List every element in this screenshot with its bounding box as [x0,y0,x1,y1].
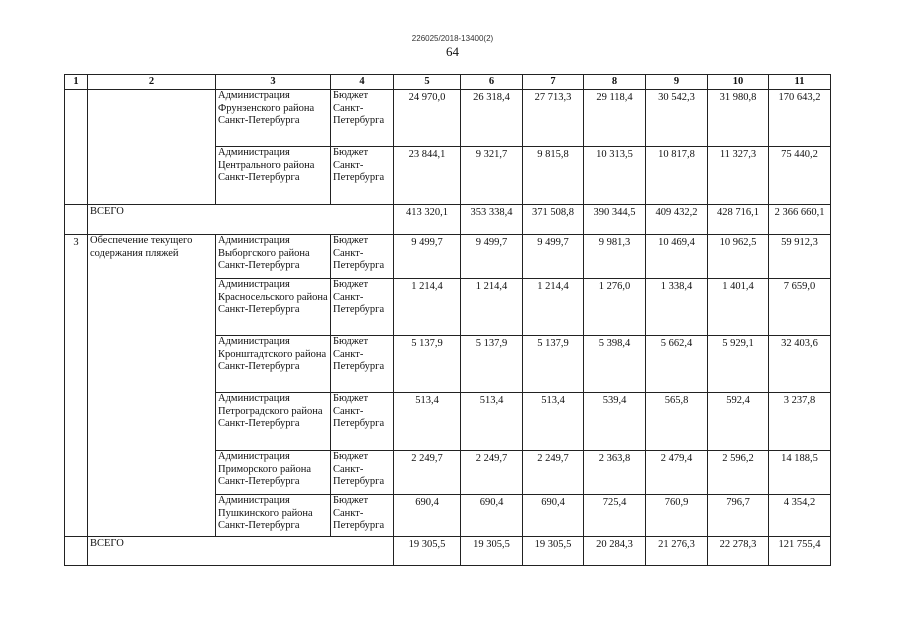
value-cell: 539,4 [584,393,646,451]
column-header: 10 [708,75,769,90]
value-cell: 9 815,8 [523,147,584,205]
admin-cell: Администрация Петроградского района Санкт-Петербурга [216,393,331,451]
value-cell: 4 354,2 [769,495,831,537]
row-number-cell [65,537,88,566]
budget-cell: Бюджет Санкт-Петербурга [331,336,394,393]
total-value: 409 432,2 [646,205,708,235]
total-value: 413 320,1 [394,205,461,235]
value-cell: 29 118,4 [584,90,646,147]
value-cell: 513,4 [394,393,461,451]
value-cell: 27 713,3 [523,90,584,147]
value-cell: 796,7 [708,495,769,537]
activity-cell [88,90,216,205]
value-cell: 23 844,1 [394,147,461,205]
value-cell: 690,4 [394,495,461,537]
total-value: 22 278,3 [708,537,769,566]
total-value: 19 305,5 [461,537,523,566]
row-number-cell [65,205,88,235]
value-cell: 75 440,2 [769,147,831,205]
total-label: ВСЕГО [88,537,394,566]
admin-cell: Администрация Центрального района Санкт-Петербурга [216,147,331,205]
column-header: 5 [394,75,461,90]
total-value: 371 508,8 [523,205,584,235]
value-cell: 9 499,7 [394,235,461,279]
value-cell: 1 338,4 [646,279,708,336]
budget-table [64,74,831,566]
total-value: 2 366 660,1 [769,205,831,235]
column-header-row [65,75,831,90]
column-header: 6 [461,75,523,90]
value-cell: 11 327,3 [708,147,769,205]
value-cell: 26 318,4 [461,90,523,147]
total-row [65,537,831,566]
value-cell: 1 214,4 [394,279,461,336]
value-cell: 760,9 [646,495,708,537]
column-header: 4 [331,75,394,90]
column-header: 1 [65,75,88,90]
admin-cell: Администрация Красносельского района Санкт-Петербурга [216,279,331,336]
total-label: ВСЕГО [88,205,394,235]
value-cell: 10 962,5 [708,235,769,279]
admin-cell: Администрация Кронштадтского района Санкт-Петербурга [216,336,331,393]
value-cell: 9 499,7 [523,235,584,279]
total-row [65,205,831,235]
value-cell: 10 817,8 [646,147,708,205]
column-header: 11 [769,75,831,90]
total-value: 19 305,5 [523,537,584,566]
budget-cell: Бюджет Санкт-Петербурга [331,235,394,279]
budget-cell: Бюджет Санкт-Петербурга [331,90,394,147]
budget-cell: Бюджет Санкт-Петербурга [331,279,394,336]
admin-cell: Администрация Фрунзенского района Санкт-Петербурга [216,90,331,147]
total-value: 390 344,5 [584,205,646,235]
value-cell: 31 980,8 [708,90,769,147]
value-cell: 9 981,3 [584,235,646,279]
value-cell: 59 912,3 [769,235,831,279]
value-cell: 2 249,7 [394,451,461,495]
value-cell: 513,4 [523,393,584,451]
total-value: 19 305,5 [394,537,461,566]
column-header: 9 [646,75,708,90]
value-cell: 5 137,9 [523,336,584,393]
budget-cell: Бюджет Санкт-Петербурга [331,451,394,495]
value-cell: 7 659,0 [769,279,831,336]
column-header: 8 [584,75,646,90]
total-value: 21 276,3 [646,537,708,566]
admin-cell: Администрация Приморского района Санкт-Петербурга [216,451,331,495]
admin-cell: Администрация Пушкинского района Санкт-Петербурга [216,495,331,537]
budget-cell: Бюджет Санкт-Петербурга [331,147,394,205]
table-row [65,90,831,147]
value-cell: 2 363,8 [584,451,646,495]
value-cell: 10 313,5 [584,147,646,205]
table-row [65,235,831,279]
value-cell: 9 499,7 [461,235,523,279]
total-value: 353 338,4 [461,205,523,235]
value-cell: 5 137,9 [461,336,523,393]
document-code: 226025/2018-13400(2) [411,34,494,43]
value-cell: 170 643,2 [769,90,831,147]
value-cell: 5 662,4 [646,336,708,393]
value-cell: 30 542,3 [646,90,708,147]
value-cell: 690,4 [523,495,584,537]
value-cell: 10 469,4 [646,235,708,279]
value-cell: 32 403,6 [769,336,831,393]
value-cell: 5 398,4 [584,336,646,393]
row-number-cell: 3 [65,235,88,537]
activity-cell: Обеспечение текущего содержания пляжей [88,235,216,537]
total-value: 428 716,1 [708,205,769,235]
budget-cell: Бюджет Санкт-Петербурга [331,495,394,537]
total-value: 121 755,4 [769,537,831,566]
admin-cell: Администрация Выборгского района Санкт-Петербурга [216,235,331,279]
value-cell: 513,4 [461,393,523,451]
column-header: 3 [216,75,331,90]
value-cell: 14 188,5 [769,451,831,495]
value-cell: 3 237,8 [769,393,831,451]
value-cell: 592,4 [708,393,769,451]
value-cell: 2 249,7 [461,451,523,495]
value-cell: 2 596,2 [708,451,769,495]
page-number: 64 [446,44,459,59]
row-number-cell [65,90,88,205]
value-cell: 9 321,7 [461,147,523,205]
value-cell: 725,4 [584,495,646,537]
value-cell: 690,4 [461,495,523,537]
value-cell: 24 970,0 [394,90,461,147]
value-cell: 2 479,4 [646,451,708,495]
value-cell: 1 401,4 [708,279,769,336]
column-header: 2 [88,75,216,90]
value-cell: 1 276,0 [584,279,646,336]
value-cell: 1 214,4 [461,279,523,336]
value-cell: 565,8 [646,393,708,451]
value-cell: 5 137,9 [394,336,461,393]
total-value: 20 284,3 [584,537,646,566]
budget-cell: Бюджет Санкт-Петербурга [331,393,394,451]
column-header: 7 [523,75,584,90]
value-cell: 1 214,4 [523,279,584,336]
value-cell: 5 929,1 [708,336,769,393]
value-cell: 2 249,7 [523,451,584,495]
